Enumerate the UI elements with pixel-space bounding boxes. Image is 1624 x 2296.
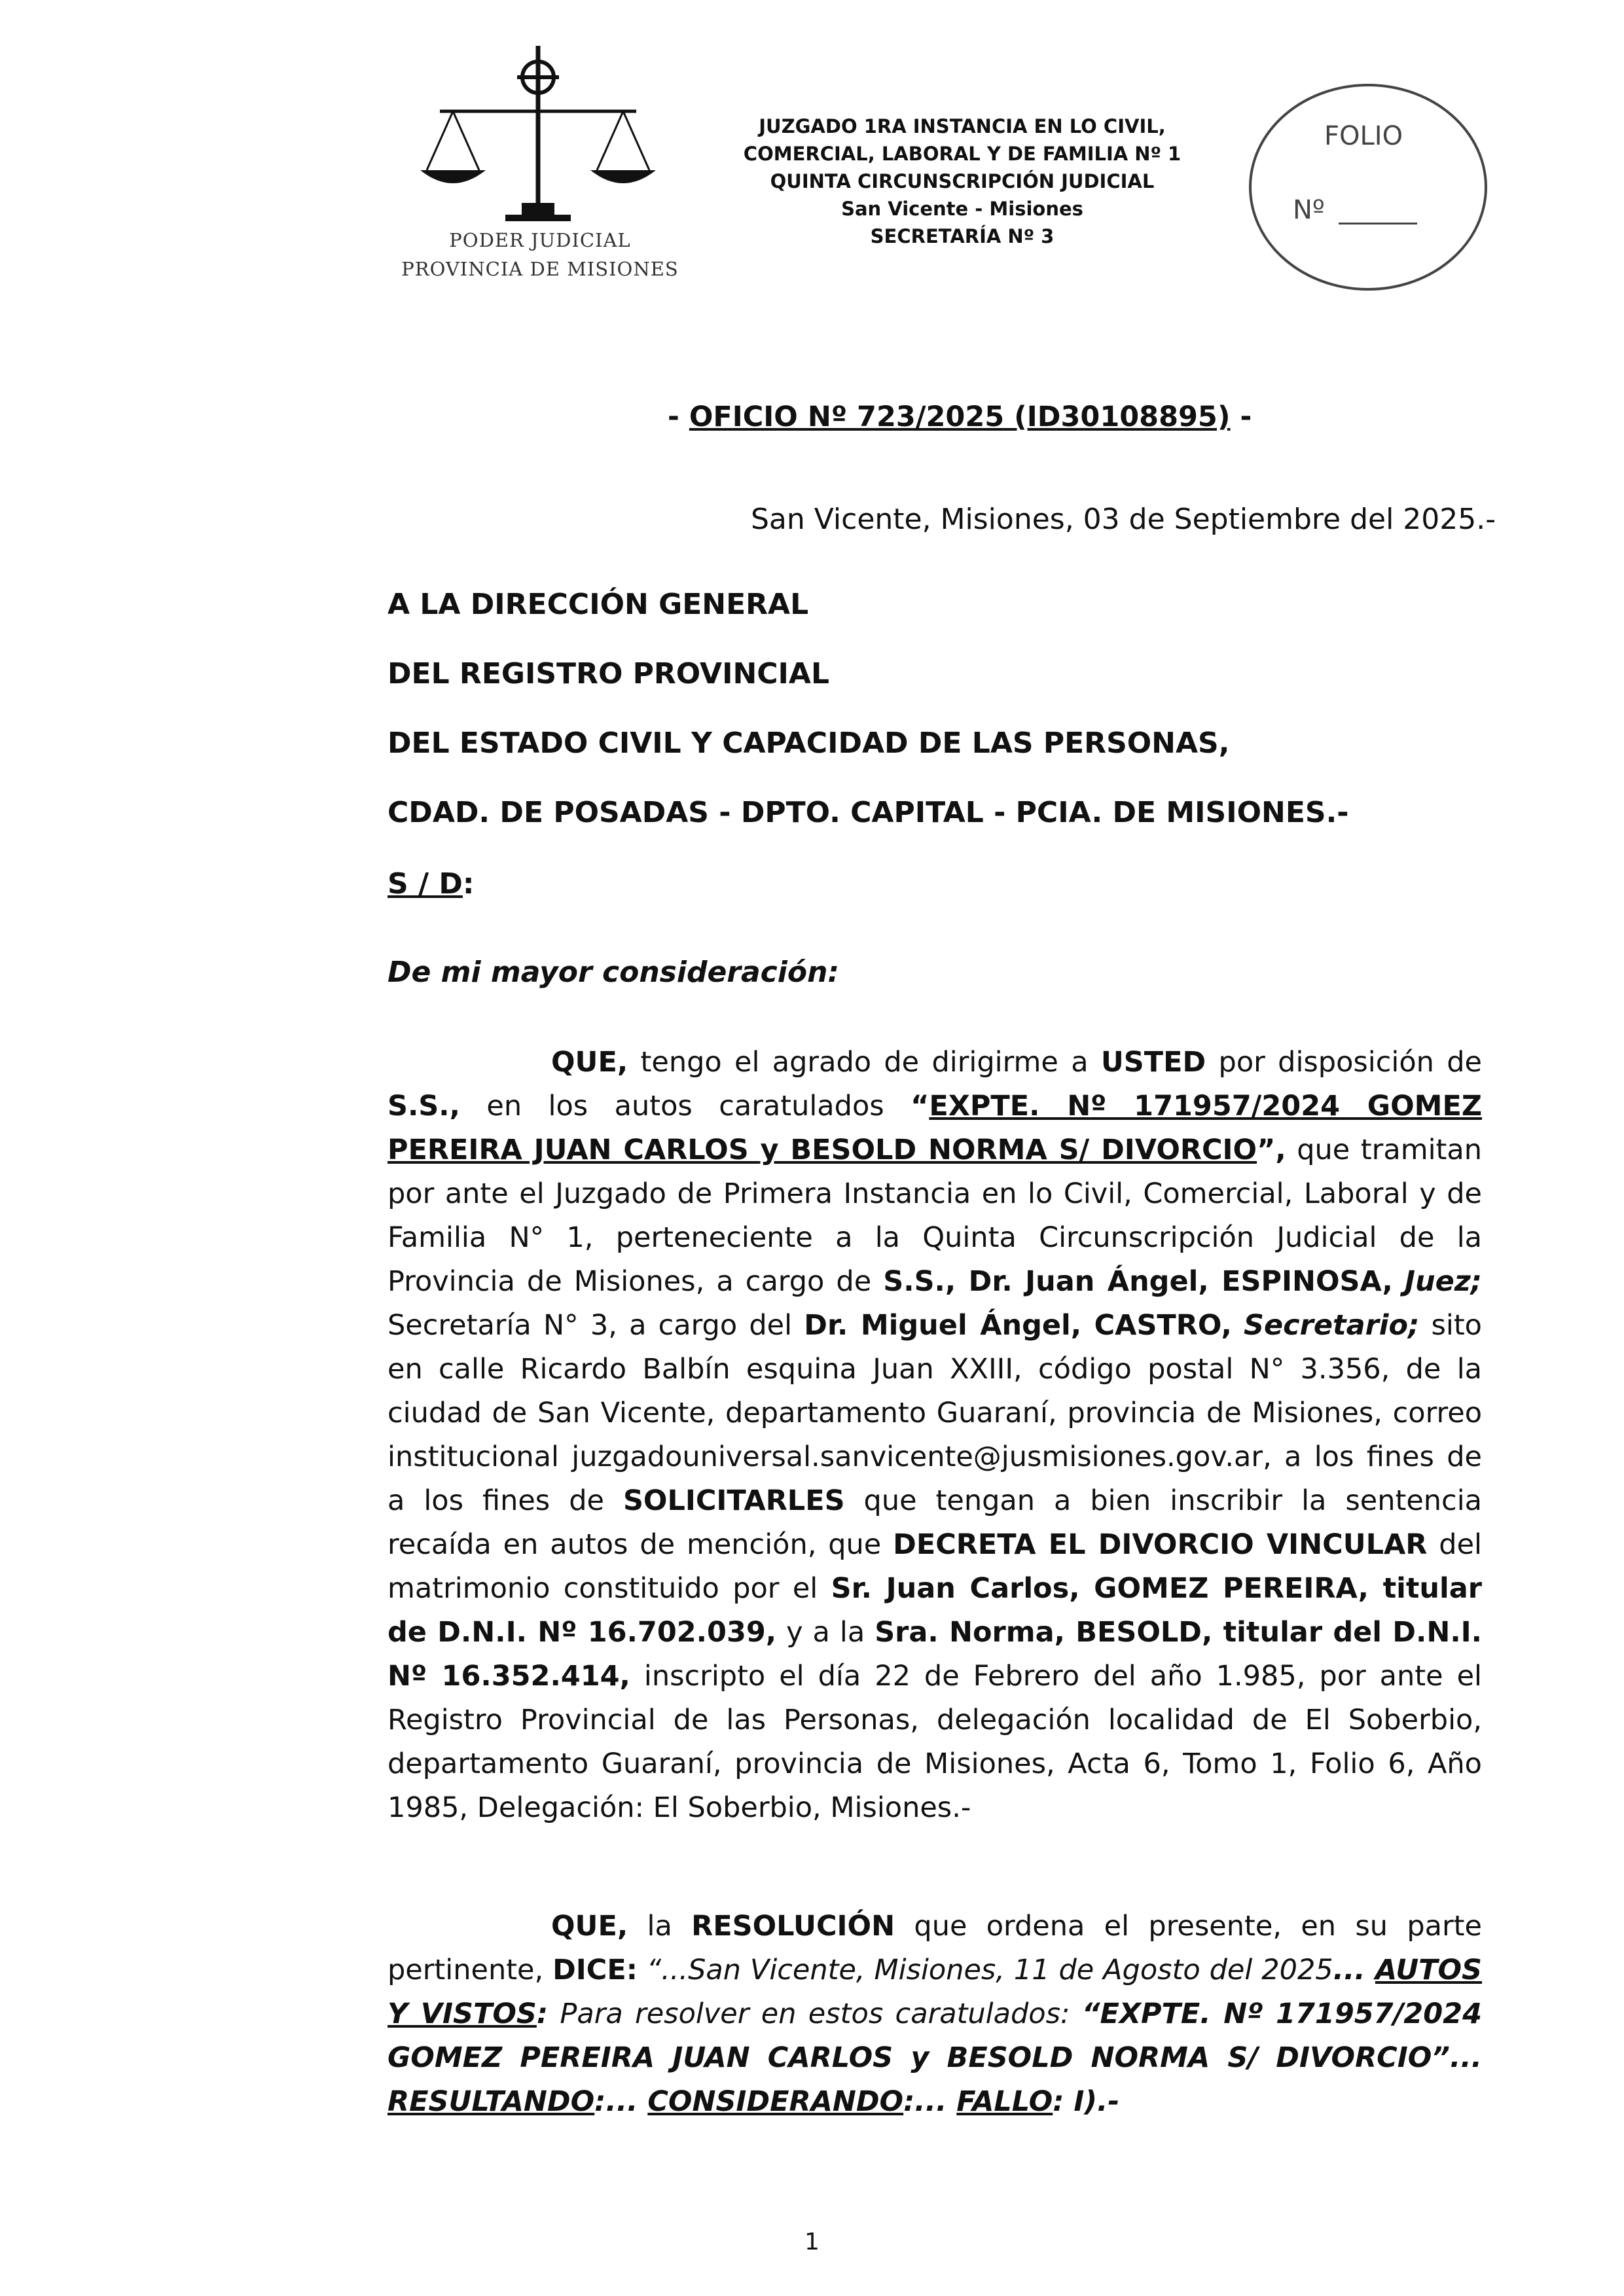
court-line-5: SECRETARÍA Nº 3 [870, 225, 1055, 247]
title-text: OFICIO Nº 723/2025 (ID30108895) [689, 401, 1231, 433]
court-line-3: QUINTA CIRCUNSCRIPCIÓN JUDICIAL [770, 170, 1155, 192]
court-line-4: San Vicente - Misiones [841, 198, 1083, 220]
folio-circle [1247, 82, 1489, 293]
body-paragraph-1: QUE, tengo el agrado de dirigirme a USTED por disposición de S.S., en los autos caratulados “EXPTE. Nº 171957/2024 GOMEZ PEREIRA JUAN CARLOS y BESOLD NORMA S/ DIVORCIO”, que tramitan por ante el Juzgado de Primera Instancia en lo Civil, Comercial, Laboral y de Familia N° 1, perteneciente a la Quinta Circunscripción Judicial de la Provincia de Misiones, a cargo de S.S., Dr. Juan Ángel, ESPINOSA, Juez; Secretaría N° 3, a cargo del Dr. Miguel Ángel, CASTRO, Secretario; sito en calle Ricardo Balbín esquina Juan XXIII, código postal N° 3.356, de la ciudad de San Vicente, departamento Guaraní, provincia de Misiones, correo institucional juzgadouniversal.sanvicente@jusmisiones.gov.ar, a los fines de a los fines de SOLICITARLES que tengan a bien inscribir la sentencia recaída en autos de mención, que DECRETA EL DIVORCIO VINCULAR del matrimonio constituido por el Sr. Juan Carlos, GOMEZ PEREIRA, titular de D.N.I. Nº 16.702.039, y a la Sra. Norma, BESOLD, titular del D.N.I. Nº 16.352.414, inscripto el día 22 de Febrero del año 1.985, por ante el Registro Provincial de las Personas, delegación localidad de El Soberbio, departamento Guaraní, provincia de Misiones, Acta 6, Tomo 1, Folio 6, Año 1985, Delegación: El Soberbio, Misiones.- [388, 1046, 1482, 1824]
document-title [668, 401, 1252, 433]
address-line-4: CDAD. DE POSADAS - DPTO. CAPITAL - PCIA. DE MISIONES.- [388, 796, 1349, 829]
title-suffix: - [1230, 401, 1252, 433]
folio-number-label: Nº [1293, 195, 1325, 225]
address-line-1: A LA DIRECCIÓN GENERAL [388, 588, 809, 621]
page-number: 1 [804, 2229, 820, 2255]
title-prefix: - [668, 401, 689, 433]
court-heading [707, 113, 1218, 250]
scales-of-justice-icon [401, 39, 676, 236]
logo-caption [393, 226, 687, 283]
logo-line-2: PROVINCIA DE MISIONES [401, 258, 679, 280]
court-line-1: JUZGADO 1RA INSTANCIA EN LO CIVIL, [759, 115, 1166, 137]
address-line-2: DEL REGISTRO PROVINCIAL [388, 657, 830, 691]
greeting: De mi mayor consideración: [388, 956, 839, 989]
folio-label: FOLIO [1324, 121, 1403, 151]
body-paragraph-2: QUE, la RESOLUCIÓN que ordena el presente, en su parte pertinente, DICE: “...San Vicente, Misiones, 11 de Agosto del 2025... AUTOS Y VISTOS: Para resolver en estos caratulados: “EXPTE. Nº 171957/2024 GOMEZ PEREIRA JUAN CARLOS y BESOLD NORMA S/ DIVORCIO”... RESULTANDO:... CONSIDERANDO:... FALLO: I).- [388, 1910, 1483, 2118]
sd-label: S / D [388, 867, 463, 901]
court-line-2: COMERCIAL, LABORAL Y DE FAMILIA Nº 1 [743, 143, 1182, 165]
sd-colon: : [462, 867, 475, 901]
address-line-3: DEL ESTADO CIVIL Y CAPACIDAD DE LAS PERSONAS, [388, 726, 1230, 760]
folio-stamp [1247, 82, 1489, 293]
date-line: San Vicente, Misiones, 03 de Septiembre del 2025.- [751, 503, 1496, 536]
su-despacho [388, 867, 475, 901]
logo-line-1: PODER JUDICIAL [449, 229, 631, 251]
folio-number-blank [1339, 223, 1417, 224]
